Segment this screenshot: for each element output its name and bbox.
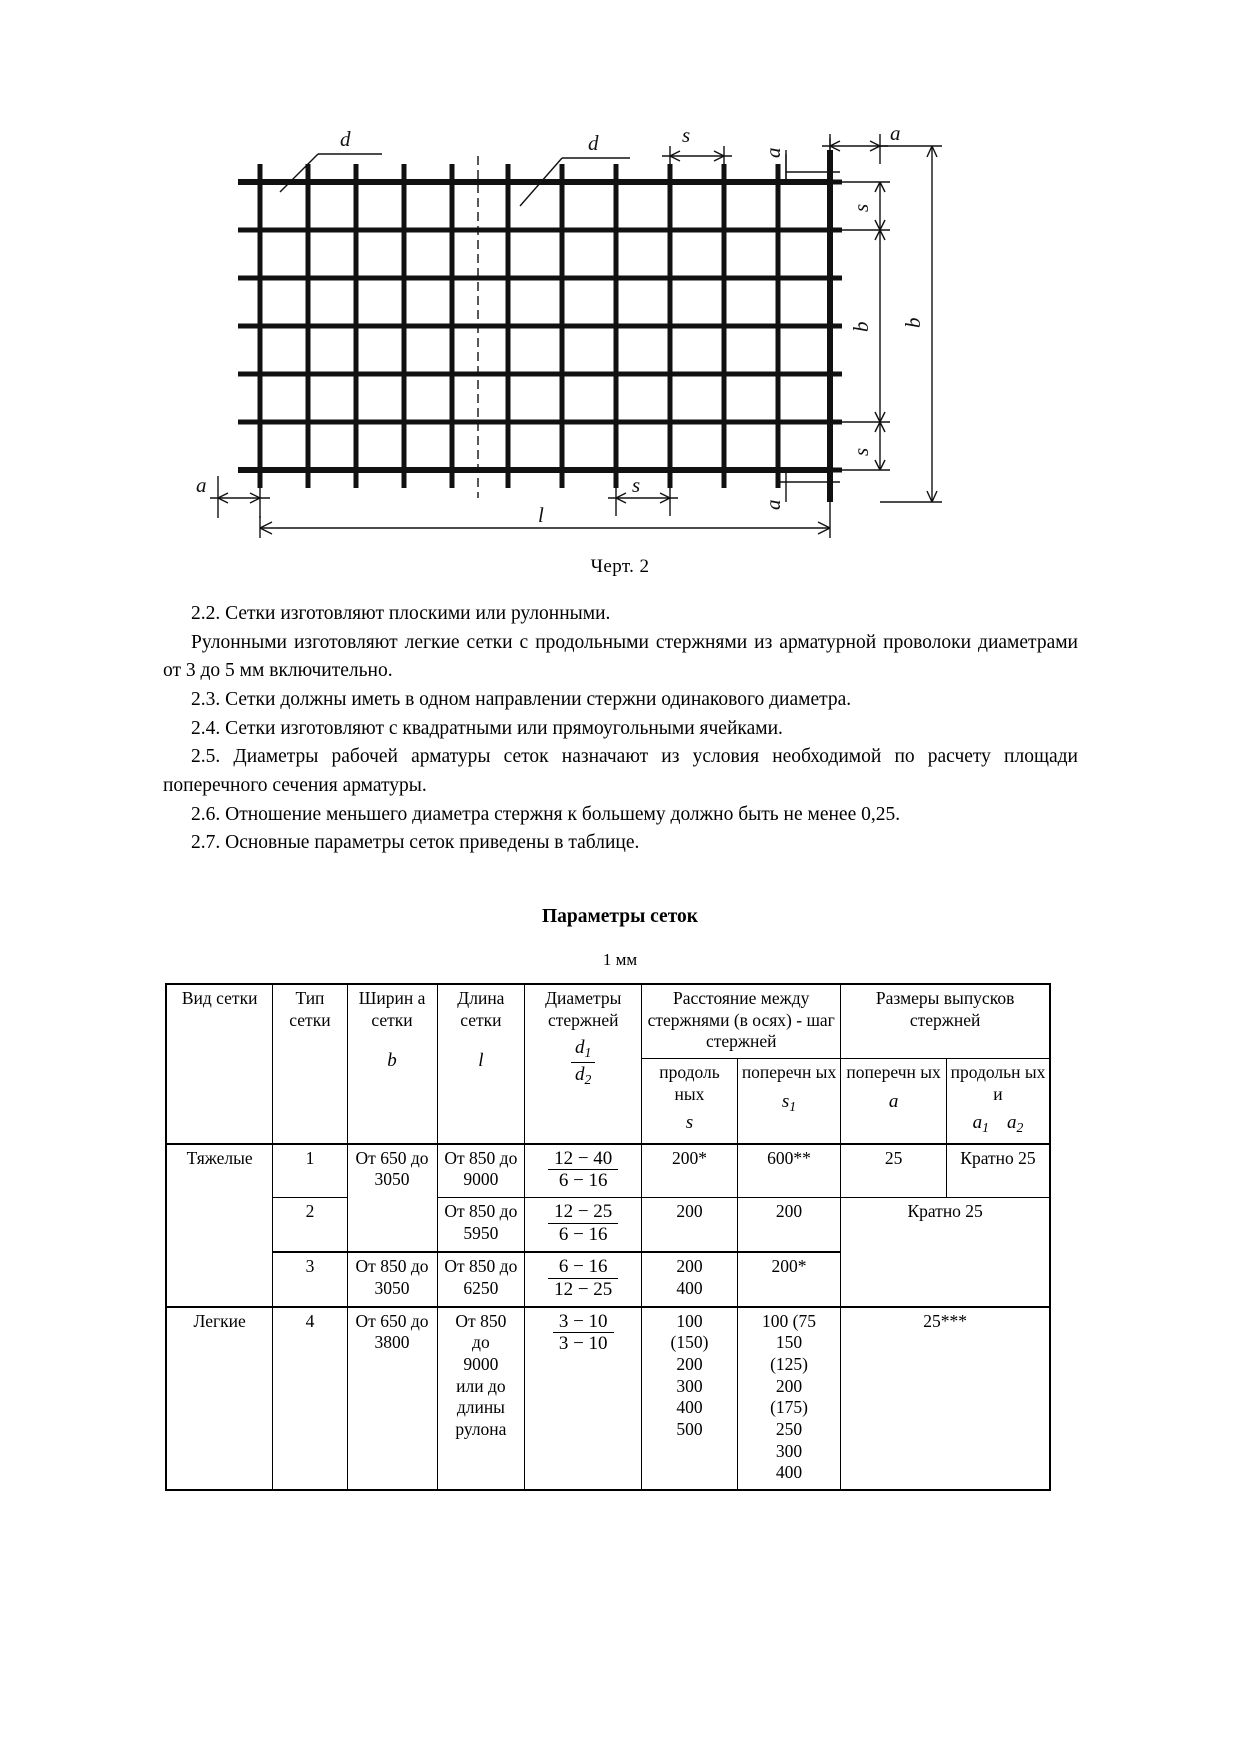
th-longitudinal-symbol: s	[685, 1112, 694, 1134]
label-s1-bottom: s	[632, 473, 641, 497]
cell-diameters-2	[525, 1198, 642, 1252]
th-type	[273, 984, 347, 1144]
cell-length-4	[437, 1307, 525, 1491]
cell-width-4: От 650 до 3800	[347, 1307, 437, 1491]
th-out-longitudinal	[946, 1059, 1050, 1144]
cell-out-a1a2-1: Кратно 25	[946, 1144, 1050, 1198]
label-d1: d	[588, 131, 599, 155]
dim-s-upper	[875, 182, 885, 230]
th-transverse-label: поперечн ых	[741, 1062, 837, 1083]
cell-s-4	[642, 1307, 738, 1491]
cell-s-1: 200*	[642, 1144, 738, 1198]
cell-out-a-1: 25	[841, 1144, 947, 1198]
th-out-transverse-symbol: a	[888, 1090, 899, 1112]
list-line: 100 (75	[762, 1310, 816, 1331]
table-row-type-2	[166, 1198, 1050, 1252]
cell-diam-num-2: 12 − 25	[548, 1201, 618, 1224]
list-line: 500	[676, 1419, 703, 1439]
cell-width-3: От 850 до 3050	[347, 1252, 437, 1307]
cell-diameters-3	[525, 1252, 642, 1307]
th-longitudinal-label: продоль ных	[659, 1062, 720, 1104]
th-out-longitudinal-label: продольн ых и	[950, 1062, 1046, 1104]
th-length	[437, 984, 525, 1144]
th-out-transverse	[841, 1059, 947, 1144]
body-text-block	[163, 600, 1078, 858]
list-line: 300	[775, 1440, 803, 1461]
cell-type-1: 1	[273, 1144, 347, 1198]
paragraph-2-2b: Рулонными изготовляют легкие сетки с продольными стержнями из арматурной проволоки диаметрами от 3 до 5 мм включительно.	[163, 631, 1078, 682]
list-line: 200	[676, 1255, 703, 1276]
cell-diam-den-2: 6 − 16	[558, 1224, 608, 1246]
paragraph-2-7: 2.7. Основные параметры сеток приведены в таблице.	[191, 832, 640, 854]
cell-view-light: Легкие	[166, 1307, 273, 1491]
cell-diam-num-3: 6 − 16	[548, 1256, 618, 1279]
parameters-table-wrapper	[165, 983, 1051, 1491]
label-b: b	[901, 317, 925, 328]
cell-length-2: От 850 до 5950	[437, 1198, 525, 1252]
paragraph-2-5: 2.5. Диаметры рабочей арматуры сеток назначают из условия необходимой по расчету площади поперечного сечения арматуры.	[163, 746, 1078, 796]
list-line: 300	[676, 1375, 703, 1396]
label-a-top: a	[761, 147, 785, 158]
dim-s-lower	[875, 422, 885, 470]
th-spacing-group	[642, 984, 841, 1059]
th-transverse-symbol: $s_1$	[781, 1090, 797, 1114]
th-longitudinal	[642, 1059, 738, 1144]
th-length-label: Длина сетки	[457, 988, 505, 1030]
cell-s-3-list	[644, 1256, 735, 1299]
cell-s-3	[642, 1252, 738, 1307]
cell-diameters-4	[525, 1307, 642, 1491]
table-row-type-1	[166, 1144, 1050, 1198]
table-row-type-4	[166, 1307, 1050, 1491]
th-view	[166, 984, 273, 1144]
cell-s1-3: 200*	[737, 1252, 840, 1307]
mesh-drawing-svg	[190, 120, 1050, 560]
figure-caption: Черт. 2	[590, 556, 650, 577]
dim-l	[260, 516, 830, 538]
th-diameters	[525, 984, 642, 1144]
list-line: 400	[676, 1397, 703, 1418]
mesh-drawing-figure	[190, 120, 1050, 560]
cell-diam-den-3: 12 − 25	[554, 1278, 613, 1300]
cell-s1-4	[737, 1307, 840, 1491]
label-a-bottom: a	[761, 499, 785, 510]
cell-diam-num-1: 12 − 40	[548, 1148, 618, 1171]
longitudinal-bars	[238, 182, 842, 470]
cell-type-3: 3	[273, 1252, 347, 1307]
cell-s1-4-list	[740, 1311, 838, 1485]
label-l: l	[538, 503, 544, 527]
leader-d	[280, 154, 382, 192]
parameters-table	[165, 983, 1051, 1491]
th-length-symbol: l	[478, 1050, 484, 1072]
cell-s-2: 200	[642, 1198, 738, 1252]
list-line: 150	[775, 1332, 803, 1353]
cell-s1-2: 200	[737, 1198, 840, 1252]
cell-length-1: От 850 до 9000	[437, 1144, 525, 1198]
th-width	[347, 984, 437, 1144]
th-width-symbol: b	[387, 1050, 397, 1072]
cell-out-merged-2: Кратно 25	[841, 1198, 1050, 1307]
paragraph-2-4: 2.4. Сетки изготовляют с квадратными или прямоугольными ячейками.	[191, 717, 783, 739]
list-line: 100	[676, 1310, 703, 1331]
list-line: 400	[775, 1462, 803, 1483]
cell-type-2: 2	[273, 1198, 347, 1252]
dim-b1	[875, 230, 885, 422]
cell-diam-num-4: 3 − 10	[553, 1311, 614, 1334]
th-diameters-fraction: $\frac{d_1}{d_2}$	[527, 1037, 639, 1088]
th-view-label: Вид сетки	[181, 988, 258, 1008]
paragraph-2-6: 2.6. Отношение меньшего диаметра стержня к большему должно быть не менее 0,25.	[191, 803, 901, 825]
list-line: 400	[676, 1277, 703, 1298]
cell-view-heavy: Тяжелые	[166, 1144, 273, 1307]
label-d: d	[340, 127, 351, 151]
paragraph-2-3: 2.3. Сетки должны иметь в одном направлении стержни одинакового диаметра.	[191, 688, 852, 710]
th-out-longitudinal-symbols: $a_1$ $a_2$	[972, 1112, 1024, 1136]
cell-out-merged-4: 25***	[841, 1307, 1050, 1491]
label-a2: a	[196, 473, 207, 497]
paragraph-2-2: 2.2. Сетки изготовляют плоскими или рулонными.	[191, 603, 611, 624]
label-s1-top: s	[682, 123, 691, 147]
label-b1: b	[849, 321, 873, 332]
th-out-transverse-label: поперечн ых	[846, 1062, 941, 1083]
th-spacing-group-label: Расстояние между стержнями (в осях) - шаг стержней	[647, 988, 835, 1052]
list-line: 250	[775, 1419, 803, 1439]
label-s-upper: s	[849, 203, 873, 212]
table-header-row-1	[166, 984, 1050, 1059]
th-diameters-label: Диаметры стержней	[545, 988, 622, 1030]
list-line: (150)	[670, 1332, 709, 1353]
label-s-lower: s	[849, 447, 873, 456]
th-width-label: Ширин а сетки	[358, 988, 426, 1030]
cell-diameters-1	[525, 1144, 642, 1198]
th-transverse	[737, 1059, 840, 1144]
label-a1: a	[890, 121, 901, 145]
list-line: (125)	[770, 1353, 808, 1374]
cell-type-4: 4	[273, 1307, 347, 1491]
th-outlets-group	[841, 984, 1050, 1059]
table-title: Параметры сеток	[541, 906, 699, 927]
cell-width-1: От 650 до 3050	[347, 1144, 437, 1252]
table-unit-label: 1 мм	[602, 950, 638, 969]
list-line: 200	[676, 1353, 703, 1374]
cell-length-3: От 850 до 6250	[437, 1252, 525, 1307]
cell-diam-den-4: 3 − 10	[558, 1333, 608, 1355]
cell-diam-den-1: 6 − 16	[558, 1170, 608, 1192]
cell-length-4-list: От 850 до 9000 или до длины рулона	[455, 1310, 507, 1439]
th-outlets-group-label: Размеры выпусков стержней	[875, 988, 1015, 1030]
list-line: 200	[775, 1375, 803, 1396]
cell-s1-1: 600**	[737, 1144, 840, 1198]
list-line: (175)	[770, 1397, 808, 1418]
th-type-label: Тип сетки	[289, 988, 331, 1030]
cell-s-4-list	[644, 1311, 735, 1441]
